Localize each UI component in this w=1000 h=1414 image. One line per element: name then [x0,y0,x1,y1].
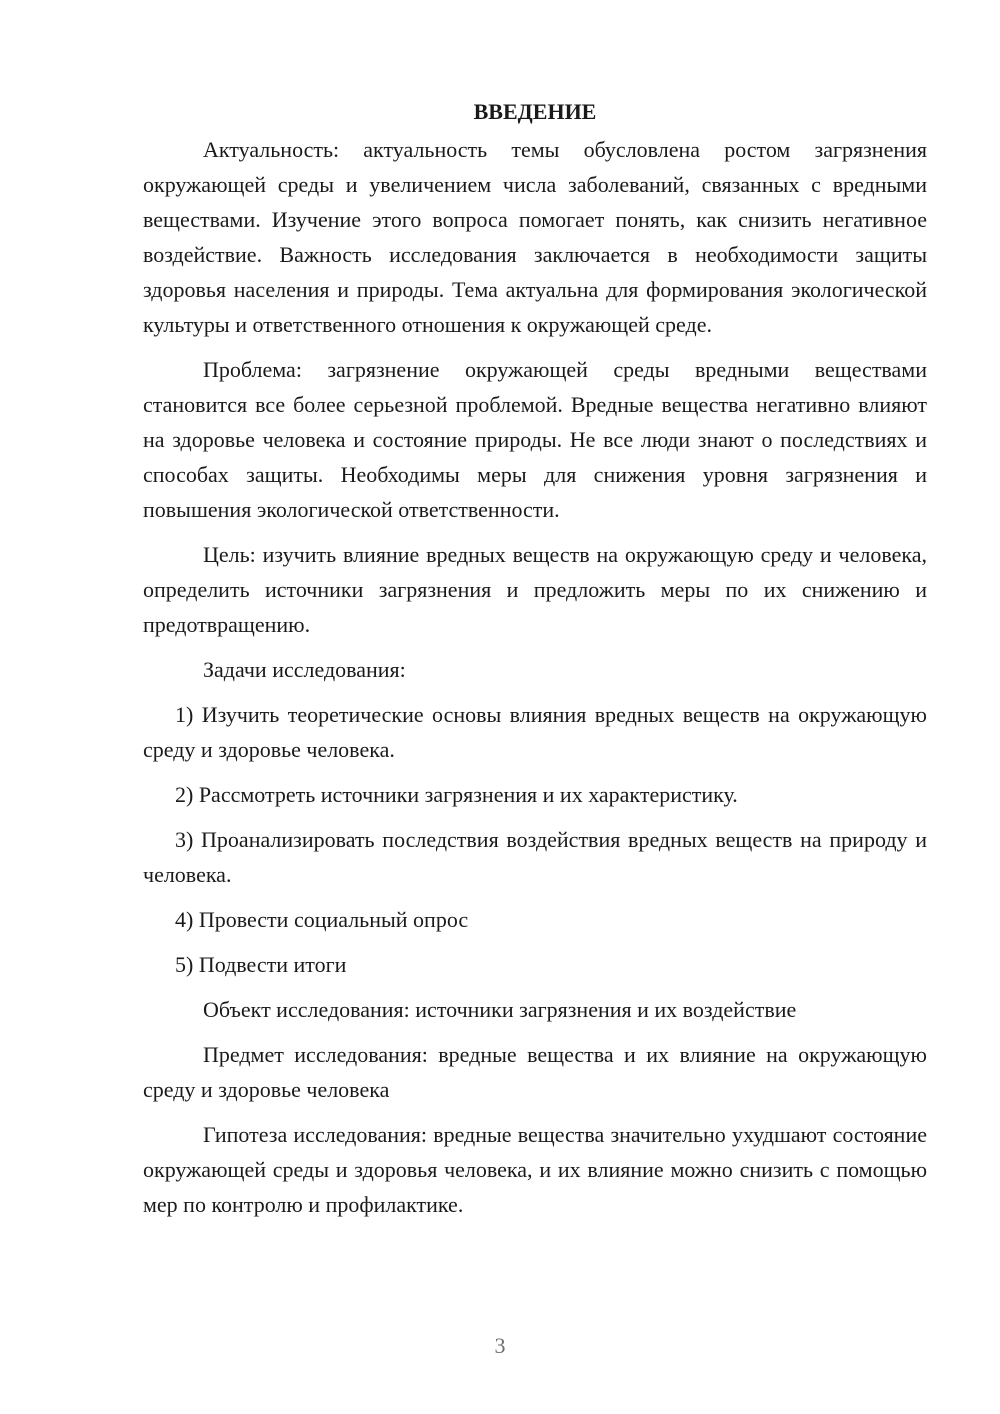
hypothesis-paragraph: Гипотеза исследования: вредные вещества значительно ухудшают состояние окружающей среды и здоровья человека, и их влияние можно снизить с помощью мер по контролю и профилактике. [143,1122,927,1217]
tasks-heading: Задачи исследования: [203,657,406,682]
task-item-2: 2) Рассмотреть источники загрязнения и их характеристику. [175,782,738,807]
relevance-paragraph: Актуальность: актуальность темы обусловлена ростом загрязнения окружающей среды и увеличением числа заболеваний, связанных с вредными веществами. Изучение этого вопроса помогает понять, как снизить негативное воздействие. Важность исследования заключается в необходимости защиты здоровья населения и природы. Тема актуальна для формирования экологической культуры и ответственного отношения к окружающей среде. [143,137,927,337]
task-item-1: 1) Изучить теоретические основы влияния вредных веществ на окружающую среду и здоровье человека. [143,702,927,762]
page-number: 3 [494,1333,506,1358]
subject-paragraph: Предмет исследования: вредные вещества и их влияние на окружающую среду и здоровье человека [143,1042,927,1102]
task-item-5: 5) Подвести итоги [175,952,347,977]
page-title: ВВЕДЕНИЕ [473,99,597,124]
task-item-4: 4) Провести социальный опрос [175,907,469,932]
goal-paragraph: Цель: изучить влияние вредных веществ на окружающую среду и человека, определить источники загрязнения и предложить меры по их снижению и предотвращению. [143,542,927,637]
object-paragraph: Объект исследования: источники загрязнения и их воздействие [203,997,797,1022]
task-item-3: 3) Проанализировать последствия воздействия вредных веществ на природу и человека. [143,827,927,887]
problem-paragraph: Проблема: загрязнение окружающей среды вредными веществами становится все более серьезной проблемой. Вредные вещества негативно влияют на здоровье человека и состояние природы. Не все люди знают о последствиях и способах защиты. Необходимы меры для снижения уровня загрязнения и повышения экологической ответственности. [143,357,927,522]
document-body [143,92,927,1232]
